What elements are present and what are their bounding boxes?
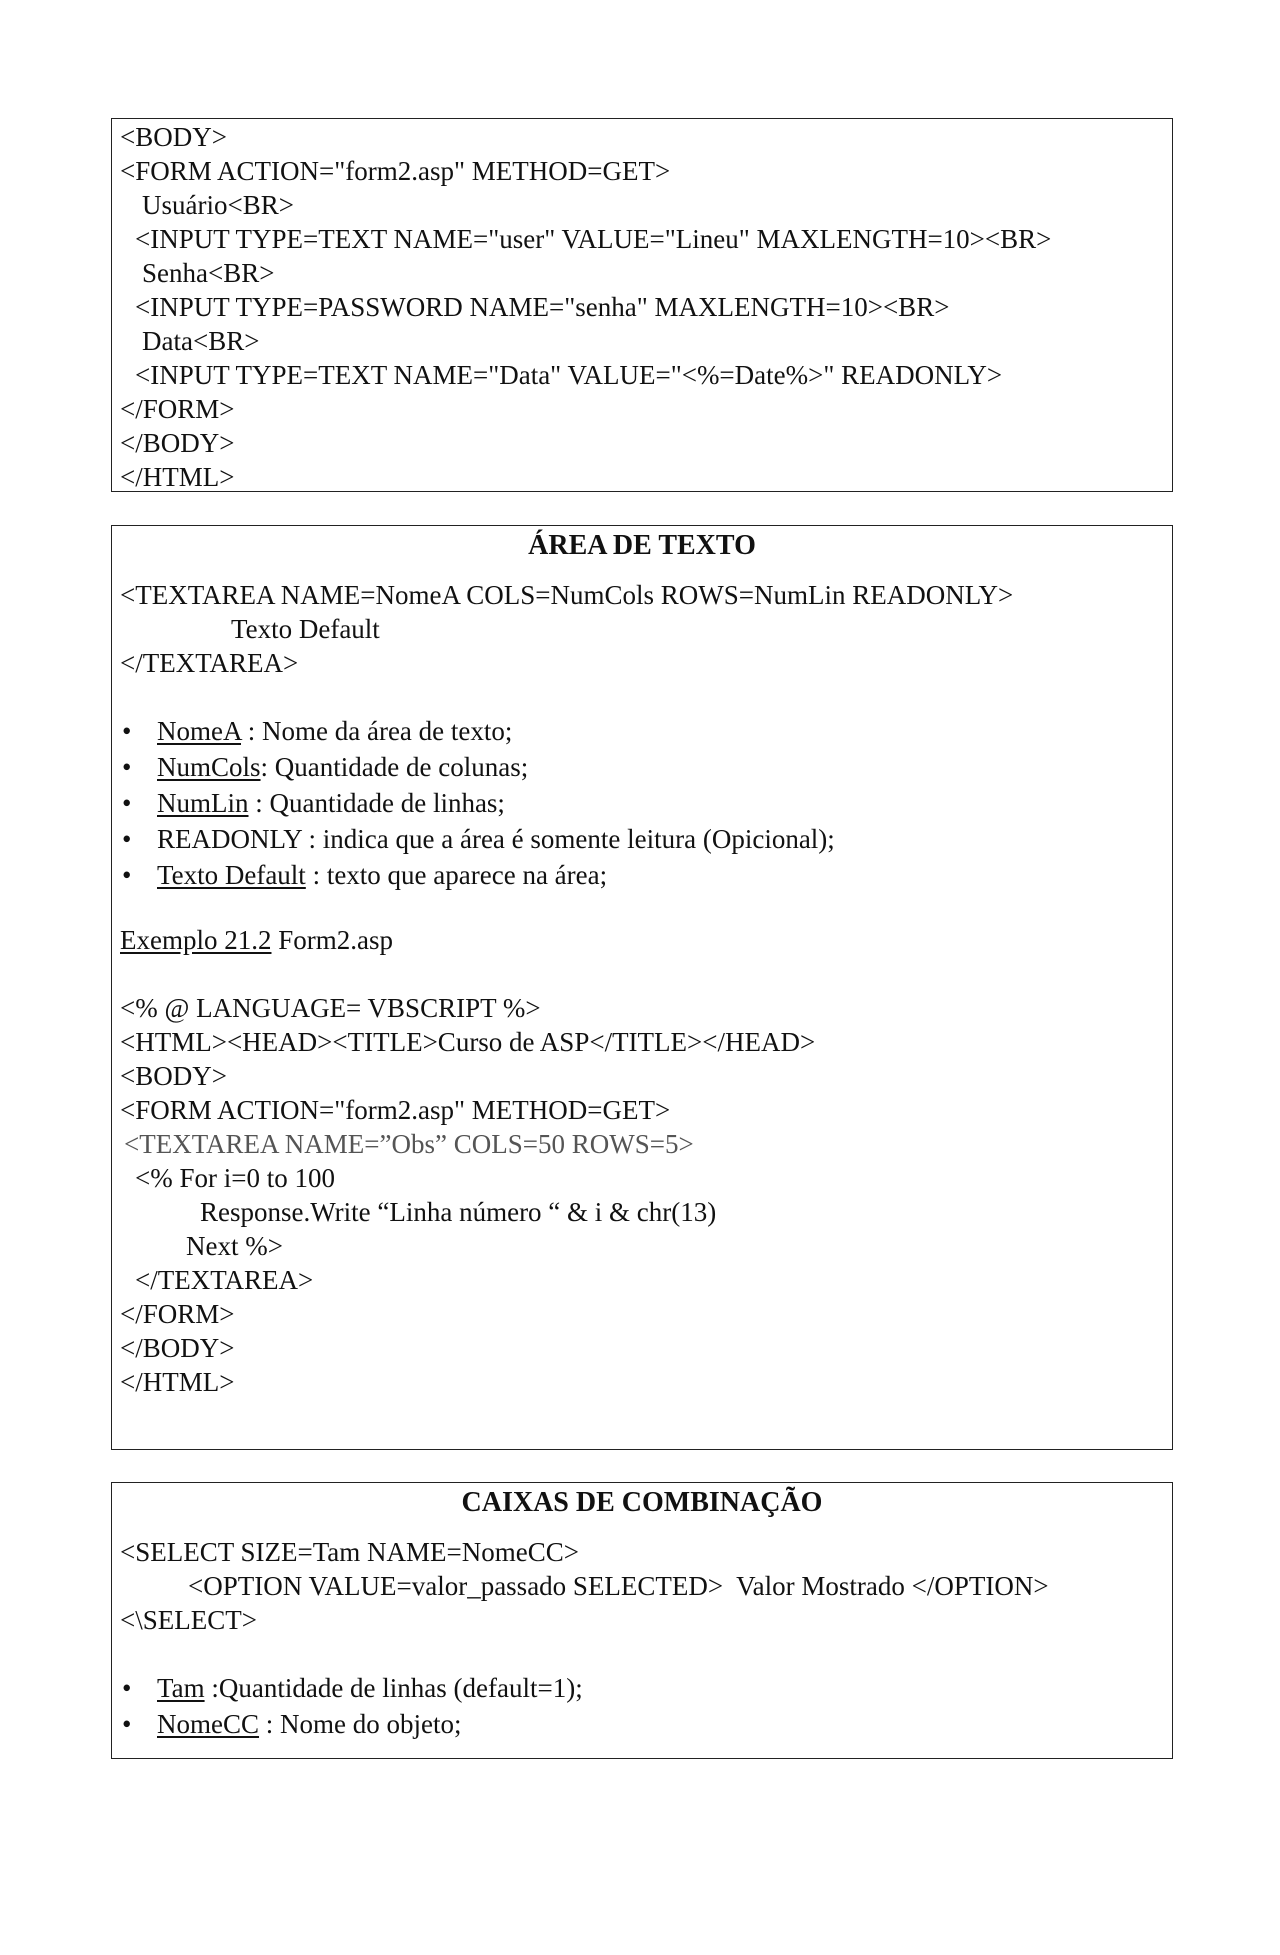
bullet-icon: • xyxy=(122,824,132,854)
code-line: </FORM> xyxy=(120,394,235,424)
attribute-desc: : texto que aparece na área; xyxy=(305,860,608,890)
code-line: <% For i=0 to 100 xyxy=(135,1163,335,1193)
code-line: </BODY> xyxy=(120,428,235,458)
bullet-icon: • xyxy=(122,1709,132,1739)
attribute-list xyxy=(120,1670,1164,1742)
syntax-line: <\SELECT> xyxy=(120,1605,257,1635)
list-item xyxy=(120,821,1164,857)
code-line: Data<BR> xyxy=(142,326,260,356)
list-item xyxy=(120,713,1164,749)
attribute-list xyxy=(120,713,1164,893)
section-heading: ÁREA DE TEXTO xyxy=(528,530,756,561)
list-item xyxy=(120,785,1164,821)
syntax-line: <TEXTAREA NAME=NomeA COLS=NumCols ROWS=NumLin READONLY> xyxy=(120,580,1014,610)
code-line: <TEXTAREA NAME=”Obs” COLS=50 ROWS=5> xyxy=(124,1129,694,1159)
list-item xyxy=(120,857,1164,893)
attribute-term: NumLin xyxy=(157,788,249,818)
bullet-icon: • xyxy=(122,860,132,890)
code-line: Usuário<BR> xyxy=(142,190,294,220)
attribute-desc: : Quantidade de colunas; xyxy=(260,752,529,782)
code-line: <INPUT TYPE=TEXT NAME="Data" VALUE="<%=Date%>" READONLY> xyxy=(135,360,1003,390)
code-line: </TEXTAREA> xyxy=(135,1265,314,1295)
code-line: <INPUT TYPE=TEXT NAME="user" VALUE="Lineu" MAXLENGTH=10><BR> xyxy=(135,224,1052,254)
code-line: <INPUT TYPE=PASSWORD NAME="senha" MAXLENGTH=10><BR> xyxy=(135,292,950,322)
example-caption xyxy=(120,923,1164,957)
example-file: Form2.asp xyxy=(271,925,393,955)
list-item xyxy=(120,1706,1164,1742)
section-textarea xyxy=(111,525,1173,1450)
attribute-term: Texto Default xyxy=(157,860,306,890)
code-line: </HTML> xyxy=(120,1367,235,1397)
code-line: </FORM> xyxy=(120,1299,235,1329)
attribute-term: NomeCC xyxy=(157,1709,260,1739)
syntax-line: </TEXTAREA> xyxy=(120,648,299,678)
example-label: Exemplo 21.2 xyxy=(120,925,272,955)
syntax-line: Texto Default xyxy=(231,614,380,644)
code-line: Next %> xyxy=(186,1231,283,1261)
bullet-icon: • xyxy=(122,752,132,782)
code-line: <BODY> xyxy=(120,1061,227,1091)
code-line: </BODY> xyxy=(120,1333,235,1363)
section-heading: CAIXAS DE COMBINAÇÃO xyxy=(461,1487,823,1518)
attribute-desc: : Nome do objeto; xyxy=(259,1709,462,1739)
list-item xyxy=(120,749,1164,785)
attribute-desc: : Nome da área de texto; xyxy=(241,716,513,746)
code-line: <HTML><HEAD><TITLE>Curso de ASP</TITLE></HEAD> xyxy=(120,1027,816,1057)
attribute-desc: :Quantidade de linhas (default=1); xyxy=(204,1673,583,1703)
code-line: Senha<BR> xyxy=(142,258,275,288)
code-line: Response.Write “Linha número “ & i & chr(13) xyxy=(200,1197,717,1227)
section-select xyxy=(111,1482,1173,1759)
list-item xyxy=(120,1670,1164,1706)
syntax-line: <SELECT SIZE=Tam NAME=NomeCC> xyxy=(120,1537,579,1567)
syntax-line: <OPTION VALUE=valor_passado SELECTED> Valor Mostrado </OPTION> xyxy=(188,1571,1049,1601)
attribute-term: Tam xyxy=(157,1673,205,1703)
attribute-desc: READONLY : indica que a área é somente leitura (Opicional); xyxy=(157,824,835,854)
bullet-icon: • xyxy=(122,716,132,746)
attribute-term: NomeA xyxy=(157,716,241,746)
code-line: <BODY> xyxy=(120,122,227,152)
code-box-form xyxy=(111,118,1173,492)
code-line: <% @ LANGUAGE= VBSCRIPT %> xyxy=(120,993,541,1023)
code-line: <FORM ACTION="form2.asp" METHOD=GET> xyxy=(120,1095,671,1125)
code-line: </HTML> xyxy=(120,462,235,492)
bullet-icon: • xyxy=(122,788,132,818)
bullet-icon: • xyxy=(122,1673,132,1703)
attribute-desc: : Quantidade de linhas; xyxy=(248,788,505,818)
attribute-term: NumCols xyxy=(157,752,261,782)
code-line: <FORM ACTION="form2.asp" METHOD=GET> xyxy=(120,156,671,186)
